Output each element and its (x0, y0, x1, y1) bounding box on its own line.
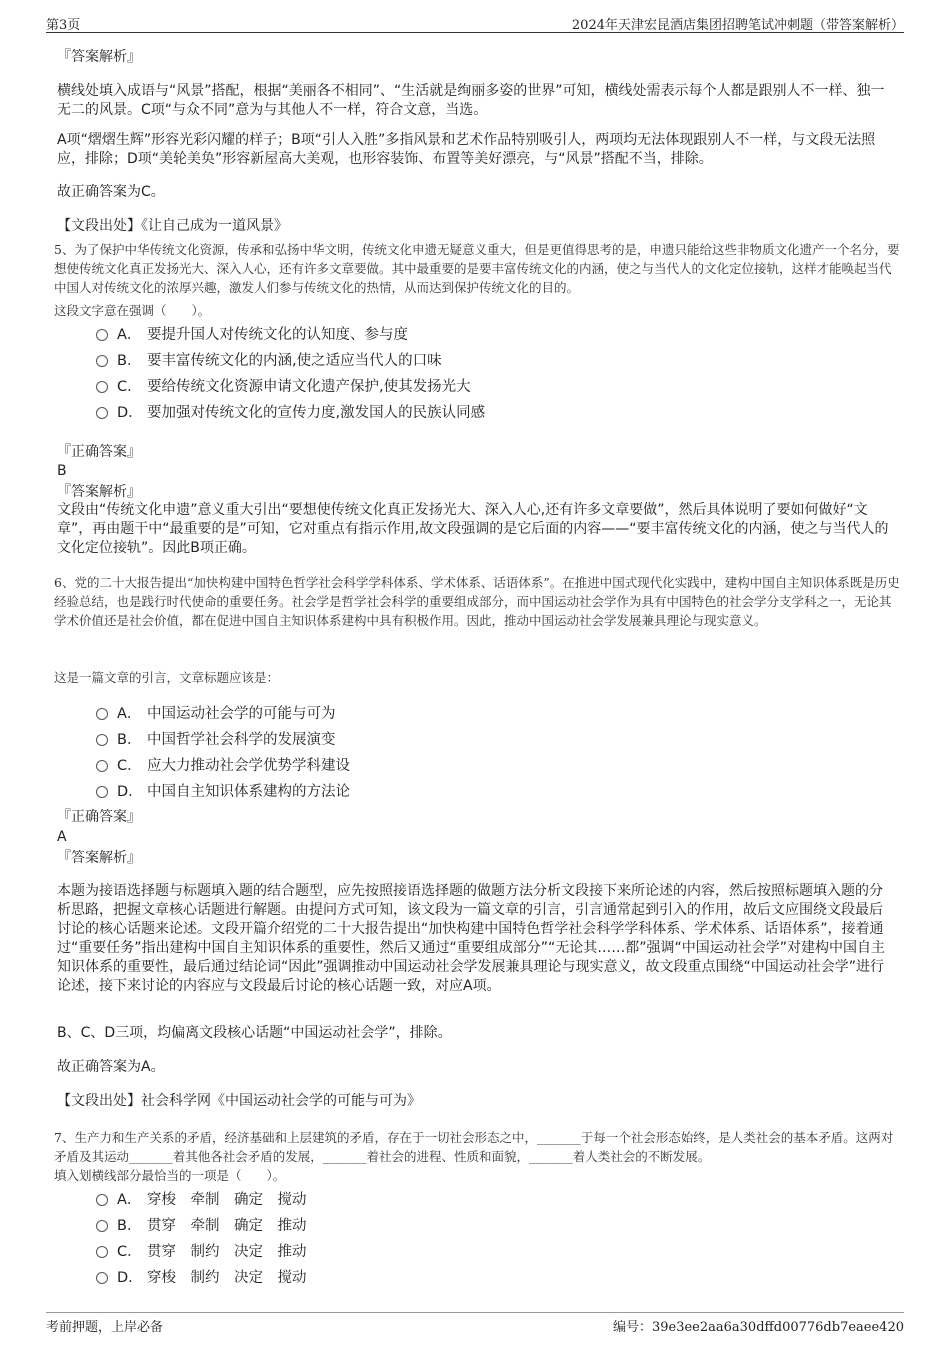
q4-analysis-p3: 故正确答案为C。 (57, 184, 165, 200)
q6-option-d[interactable] (96, 779, 350, 801)
q6-source: 【文段出处】社会科学网《中国运动社会学的可能与可为》 (57, 1093, 421, 1109)
radio-icon[interactable] (96, 708, 108, 720)
q6-stem: 6、党的二十大报告提出“加快构建中国特色哲学社会科学学科体系、学术体系、话语体系”。在推进中国式现代化实践中，建构中国自主知识体系既是历史经验总结，也是践行时代使命的重要任务。社会学是哲学社会科学的重要组成部分，而中国运动社会学作为具有中国特色的社会学分支学科之一，无论其学术价值还是社会价值，都在促进中国自主知识体系建构中具有积极作用。因此，推动中国运动社会学发展兼具理论与现实意义。 (54, 575, 900, 628)
q6-option-b[interactable] (96, 727, 336, 749)
option-text: 要提升国人对传统文化的认知度、参与度 (147, 326, 408, 343)
q7-option-c[interactable] (96, 1239, 307, 1261)
q6-option-c[interactable] (96, 753, 350, 775)
q7-prompt: 填入划横线部分最恰当的一项是（ ）。 (54, 1168, 286, 1183)
q7-option-d[interactable] (96, 1265, 307, 1287)
option-text: 穿梭 牵制 确定 搅动 (147, 1191, 307, 1208)
option-letter: D． (117, 1269, 143, 1286)
option-text: 要丰富传统文化的内涵,使之适应当代人的口味 (147, 352, 442, 369)
option-letter: B． (117, 731, 142, 748)
option-text: 中国哲学社会科学的发展演变 (147, 731, 336, 748)
option-text: 穿梭 制约 决定 搅动 (147, 1269, 307, 1286)
q4-analysis-p1: 横线处填入成语与“风景”搭配，根据“美丽各不相同”、“生活就是绚丽多姿的世界”可知，横线处需表示每个人都是跟别人不一样、独一无二的风景。C项“与众不同”意为与其他人不一样，符合文意，当选。 (57, 83, 885, 118)
q6-analysis-p3: 故正确答案为A。 (57, 1059, 165, 1075)
q5-answer-label: 『正确答案』 (57, 444, 141, 460)
radio-icon[interactable] (96, 1246, 108, 1258)
radio-icon[interactable] (96, 1220, 108, 1232)
q5-analysis: 文段由“传统文化申遗”意义重大引出“要想使传统文化真正发扬光大、深入人心,还有许多文章要做”，然后具体说明了要如何做好“文章”，再由题干中“最重要的是”可知，它对重点有指示作用,故文段强调的是它后面的内容——“要丰富传统文化的内涵，使之与当代人的文化定位接轨”。因此B项正确。 (57, 502, 889, 556)
option-text: 应大力推动社会学优势学科建设 (147, 757, 350, 774)
q6-prompt: 这是一篇文章的引言，文章标题应该是： (54, 670, 280, 685)
document-id: 编号：39e3ee2aa6a30dffd00776db7eaee420 (612, 1320, 904, 1335)
q6-analysis-label: 『答案解析』 (57, 850, 141, 866)
option-letter: A． (117, 1191, 142, 1208)
radio-icon[interactable] (96, 355, 108, 367)
q6-answer-label: 『正确答案』 (57, 809, 141, 825)
q5-answer: B (57, 463, 67, 479)
option-letter: A． (117, 705, 142, 722)
page-number: 第3页 (46, 18, 81, 33)
option-text: 贯穿 牵制 确定 推动 (147, 1217, 307, 1234)
q7-option-a[interactable] (96, 1187, 307, 1209)
q6-analysis-p1: 本题为接语选择题与标题填入题的结合题型，应先按照接语选择题的做题方法分析文段接下来所论述的内容，然后按照标题填入题的分析思路，把握文章核心话题进行解题。由提问方式可知，该文段为一篇文章的引言，引言通常起到引入的作用，故后文应围绕文段最后讨论的核心话题来论述。文段开篇介绍党的二十大报告提出“加快构建中国特色哲学社会科学学科体系、学术体系、话语体系”，接着通过“重要任务”指出建构中国自主知识体系的重要性，然后又通过“重要组成部分”“无论其……都”强调“中国运动社会学”对建构中国自主知识体系的重要性，最后通过结论词“因此”强调推动中国运动社会学发展兼具理论与现实意义，故文段重点围绕“中国运动社会学”进行论述，接下来讨论的内容应与文段最后讨论的核心话题一致，对应A项。 (57, 883, 886, 994)
radio-icon[interactable] (96, 329, 108, 341)
option-text: 中国运动社会学的可能与可为 (147, 705, 336, 722)
q5-prompt: 这段文字意在强调（ ）。 (54, 303, 211, 318)
q6-answer: A (57, 829, 67, 845)
radio-icon[interactable] (96, 760, 108, 772)
option-text: 要加强对传统文化的宣传力度,激发国人的民族认同感 (147, 404, 486, 421)
document-title: 2024年天津宏昆酒店集团招聘笔试冲刺题（带答案解析） (571, 18, 904, 33)
q6-option-a[interactable] (96, 701, 336, 723)
q7-stem: 7、生产力和生产关系的矛盾，经济基础和上层建筑的矛盾，存在于一切社会形态之中，_______于每一个社会形态始终，是人类社会的基本矛盾。这两对矛盾及其运动_______着其他各社会矛盾的发展，_______着社会的进程、性质和面貌，_______着人类社会的不断发展。 (54, 1130, 894, 1164)
option-letter: C． (117, 1243, 142, 1260)
radio-icon[interactable] (96, 1194, 108, 1206)
option-letter: D． (117, 404, 143, 421)
radio-icon[interactable] (96, 786, 108, 798)
q7-option-b[interactable] (96, 1213, 307, 1235)
radio-icon[interactable] (96, 407, 108, 419)
footer-slogan: 考前押题，上岸必备 (46, 1320, 164, 1335)
radio-icon[interactable] (96, 734, 108, 746)
option-letter: C． (117, 378, 142, 395)
page-header (46, 12, 904, 33)
q6-analysis-p2: B、C、D三项，均偏离文段核心话题“中国运动社会学”，排除。 (57, 1025, 452, 1041)
option-letter: B． (117, 352, 142, 369)
q4-analysis-p2: A项“熠熠生辉”形容光彩闪耀的样子；B项“引人入胜”多指风景和艺术作品特别吸引人，两项均无法体现跟别人不一样，与文段无法照应，排除；D项“美轮美奂”形容新屋高大美观，也形容装饰、布置等美好漂亮，与“风景”搭配不当，排除。 (57, 132, 876, 167)
option-letter: A． (117, 326, 142, 343)
q5-option-b[interactable] (96, 348, 442, 370)
option-letter: C． (117, 757, 142, 774)
radio-icon[interactable] (96, 381, 108, 393)
q5-stem: 5、为了保护中华传统文化资源，传承和弘扬中华文明，传统文化申遗无疑意义重大，但是更值得思考的是，申遗只能给这些非物质文化遗产一个名分，要想使传统文化真正发扬光大、深入人心，还有许多文章要做。其中最重要的是要丰富传统文化的内涵，使之与当代人的文化定位接轨，这样才能唤起当代中国人对传统文化的浓厚兴趣，激发人们参与传统文化的热情，从而达到保护传统文化的目的。 (54, 242, 900, 295)
option-letter: D． (117, 783, 143, 800)
option-text: 要给传统文化资源申请文化遗产保护,使其发扬光大 (147, 378, 471, 395)
q5-option-d[interactable] (96, 400, 485, 422)
q4-source: 【文段出处】《让自己成为一道风景》 (57, 218, 288, 234)
q4-analysis-label: 『答案解析』 (57, 49, 141, 65)
q5-option-c[interactable] (96, 374, 471, 396)
option-letter: B． (117, 1217, 142, 1234)
q5-analysis-label: 『答案解析』 (57, 484, 141, 500)
page-footer (46, 1312, 904, 1335)
option-text: 中国自主知识体系建构的方法论 (147, 783, 350, 800)
q5-option-a[interactable] (96, 322, 408, 344)
radio-icon[interactable] (96, 1272, 108, 1284)
option-text: 贯穿 制约 决定 推动 (147, 1243, 307, 1260)
